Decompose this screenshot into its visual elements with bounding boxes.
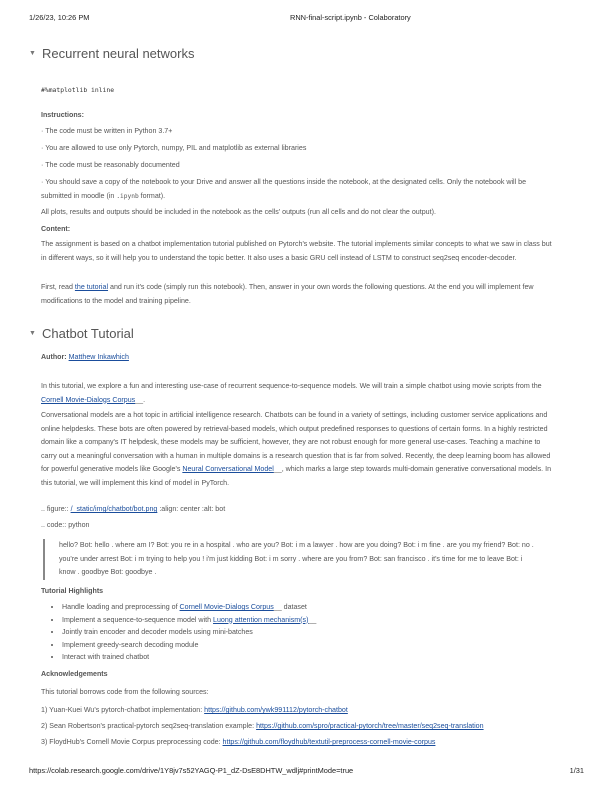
figure-text-1: .. figure:: xyxy=(41,505,71,513)
cornell-corpus-link[interactable]: Cornell Movie-Dialogs Corpus xyxy=(41,395,136,404)
section-title: Recurrent neural networks xyxy=(42,46,195,61)
print-timestamp: 1/26/23, 10:26 PM xyxy=(29,13,90,22)
list-item: • Interact with trained chatbot xyxy=(62,651,562,664)
source-item xyxy=(41,736,553,750)
ipynb-code: .ipynb xyxy=(116,192,139,200)
print-url: https://colab.research.google.com/drive/1Y8jv7s52YAGQ-P1_dZ-DsE8DHTW_wdlj#printMode=true xyxy=(29,766,354,775)
intro-text-1: In this tutorial, we explore a fun and interesting use-case of recurrent sequence-to-sequence models. We will train a simple chatbot using movie scripts from the xyxy=(41,382,542,390)
first-text-1: First, read xyxy=(41,283,75,291)
highlight-text: __ dataset xyxy=(273,603,307,611)
tutorial-link[interactable]: the tutorial xyxy=(74,283,109,291)
section-title: Chatbot Tutorial xyxy=(42,326,134,341)
author-line xyxy=(41,351,553,365)
content-text: The assignment is based on a chatbot implementation tutorial published on Pytorch's website. The tutorial implements similar concepts to what we saw in class but in different ways, so it will help you to understand the topic better. It also uses a basic GRU cell instead of LSTM to construct seq2seq encoder-decoder. xyxy=(41,240,552,262)
source-text: 3) FloydHub's Cornell Movie Corpus preprocessing code: xyxy=(41,738,223,746)
save-text-1: · You should save a copy of the notebook to your Drive and answer all the questions inside the notebook, at the designated cells. Only the notebook will be submitted in moodle (in xyxy=(41,178,527,200)
instruction-item: · The code must be written in Python 3.7+ xyxy=(41,127,173,135)
highlight-text: Implement a sequence-to-sequence model with xyxy=(62,615,214,624)
neural-conversational-model-link[interactable]: Neural Conversational Model xyxy=(182,465,274,473)
highlights-list xyxy=(48,601,562,664)
list-item xyxy=(62,614,562,627)
highlights-label: Tutorial Highlights xyxy=(41,587,104,595)
content-label: Content: xyxy=(41,225,71,233)
instruction-item: · You are allowed to use only Pytorch, numpy, PIL and matplotlib as external libraries xyxy=(41,144,307,152)
first-text-2: and run it's code (simply run this notebook). Then, answer in your own words the following questions. At the end you will implement few modifications to the model and training pipeline. xyxy=(41,283,534,305)
code-cell[interactable]: #%matplotlib inline xyxy=(41,86,115,94)
code-directive: .. code:: python xyxy=(41,521,90,529)
print-footer xyxy=(0,766,612,778)
instruction-item: · The code must be reasonably documented xyxy=(41,161,180,169)
source-text: 2) Sean Robertson's practical-pytorch seq2seq-translation example: xyxy=(41,722,257,730)
instruction-save xyxy=(41,176,553,203)
figure-directive xyxy=(41,503,553,517)
bot-image-link[interactable]: /_static/img/chatbot/bot.png xyxy=(70,505,158,513)
seq2seq-translation-link[interactable]: https://github.com/spro/practical-pytorch/tree/master/seq2seq-translation xyxy=(256,722,484,730)
conversational-paragraph xyxy=(41,409,553,490)
instructions-label: Instructions: xyxy=(41,111,84,119)
source-item xyxy=(41,704,553,718)
save-text-2: format). xyxy=(138,191,166,200)
conv-text-1: Conversational models are a hot topic in artificial intelligence research. Chatbots can be found in a variety of settings, including customer service applications and online helpdesks. These bots are often powered by retrieval-based models, which output predefined responses to questions of certain forms. In a highly restricted domain like a company's IT helpdesk, these models may be sufficient, however, they are not robust enough for more general use-cases. Teaching a machine to carry out a meaningful conversation with a human in multiple domains is a research question that is far from solved. Recently, the deep learning boom has allowed for powerful generative models like Google's xyxy=(41,411,551,473)
collapse-chevron-icon[interactable]: ▼ xyxy=(29,50,36,57)
highlight-text: __ xyxy=(308,615,317,624)
ack-intro: This tutorial borrows code from the following sources: xyxy=(41,688,209,696)
print-header xyxy=(0,13,612,25)
pytorch-chatbot-link[interactable]: https://github.com/ywk991112/pytorch-chatbot xyxy=(204,706,348,714)
list-item: • Implement greedy-search decoding module xyxy=(62,639,562,652)
floydhub-preprocess-link[interactable]: https://github.com/floydhub/textutil-preprocess-cornell-movie-corpus xyxy=(222,738,436,746)
list-item: • Jointly train encoder and decoder models using mini-batches xyxy=(62,626,562,639)
conv-text-2: __, which marks a large step towards multi-domain generative conversational models. In this tutorial, we will implement this kind of model in PyTorch. xyxy=(41,465,552,487)
first-read-paragraph xyxy=(41,281,553,308)
list-item xyxy=(62,601,562,614)
source-text: 1) Yuan-Kuei Wu's pytorch-chatbot implementation: xyxy=(41,706,205,714)
intro-paragraph xyxy=(41,380,553,407)
author-link[interactable]: Matthew Inkawhich xyxy=(68,353,129,361)
figure-text-2: :align: center :alt: bot xyxy=(157,505,226,513)
acknowledgements-label: Acknowledgements xyxy=(41,670,108,678)
section-heading-chatbot[interactable] xyxy=(29,326,134,341)
page-number: 1/31 xyxy=(569,766,584,775)
cornell-corpus-link[interactable]: Cornell Movie-Dialogs Corpus xyxy=(179,603,274,611)
print-title: RNN-final-script.ipynb - Colaboratory xyxy=(290,13,411,22)
dialog-blockquote: hello? Bot: hello . where am I? Bot: you re in a hospital . who are you? Bot: i m a lawyer . how are you doing? Bot: i m fine . are you my friend? Bot: no . you're under arrest Bot: i m trying to help you ! i'm just kidding Bot: i m sorry . where are you from? Bot: san francisco . it's time for me to leave Bot: i know . goodbye Bot: goodbye . xyxy=(43,539,539,580)
plots-note: All plots, results and outputs should be included in the notebook as the cells' outputs (run all cells and do not clear the output). xyxy=(41,208,436,216)
section-heading-rnn[interactable] xyxy=(29,46,194,61)
collapse-chevron-icon[interactable]: ▼ xyxy=(29,330,36,337)
highlight-text: Handle loading and preprocessing of xyxy=(62,603,180,611)
author-label: Author: xyxy=(41,353,69,361)
luong-attention-link[interactable]: Luong attention mechanism(s) xyxy=(213,615,309,624)
source-item xyxy=(41,720,553,734)
intro-text-2: __. xyxy=(135,395,146,404)
